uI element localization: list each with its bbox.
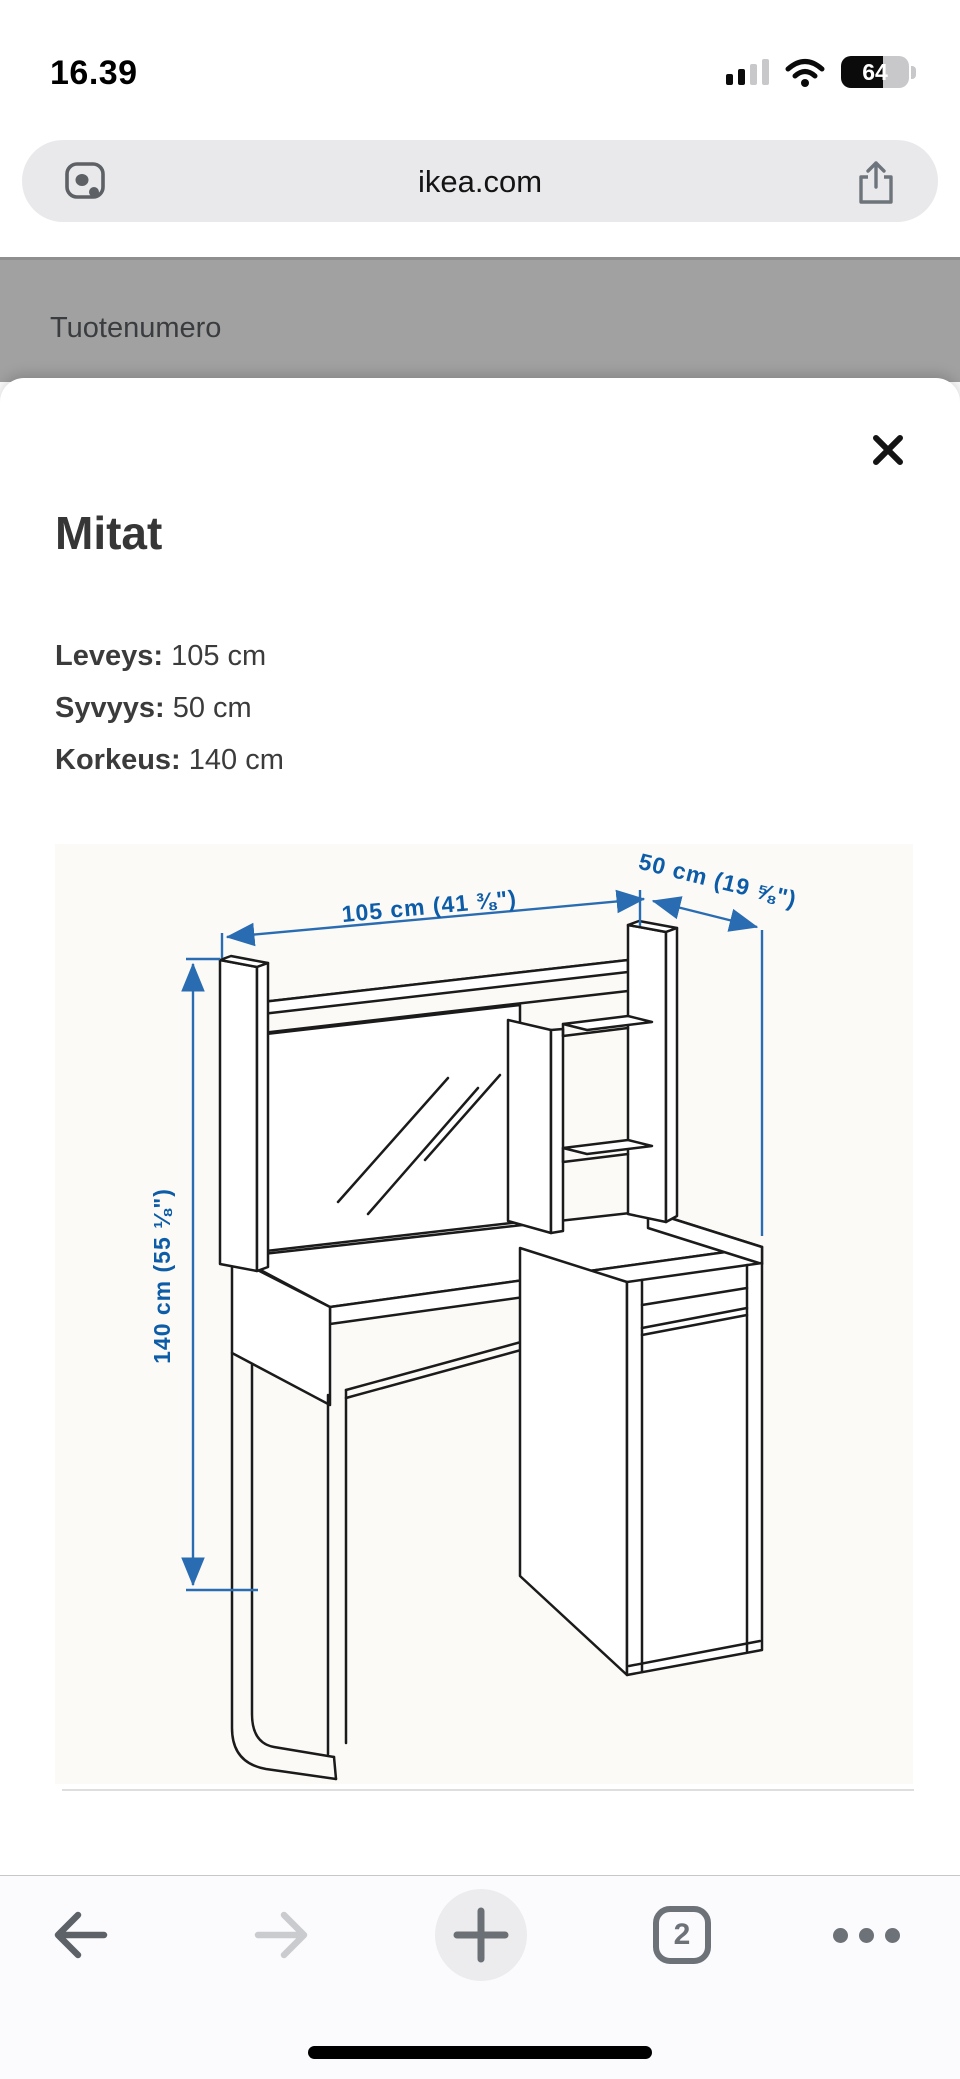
tabs-icon — [653, 1906, 711, 1964]
battery-icon — [841, 56, 916, 88]
cellular-signal-icon — [726, 59, 769, 85]
modal-title: Mitat — [55, 507, 163, 559]
battery-percent: 64 — [862, 58, 888, 85]
home-indicator[interactable] — [308, 2046, 652, 2059]
tabs-button[interactable] — [646, 1899, 718, 1971]
forward-arrow-icon — [252, 1909, 310, 1961]
more-button[interactable] — [830, 1899, 902, 1971]
ellipsis-icon — [833, 1928, 900, 1943]
back-button[interactable] — [45, 1899, 117, 1971]
close-icon — [871, 433, 905, 467]
section-label: Tuotenumero — [50, 312, 222, 344]
depth-dimension-label: 50 cm (19 ⅝") — [636, 848, 800, 913]
address-bar[interactable] — [22, 140, 938, 222]
dimension-row-height: Korkeus: 140 cm — [55, 744, 284, 776]
product-dimension-drawing — [0, 830, 960, 1805]
plus-icon — [453, 1907, 509, 1963]
new-tab-button[interactable] — [435, 1889, 527, 1981]
height-dimension-label: 140 cm (55 ⅛") — [149, 1188, 175, 1364]
forward-button[interactable] — [245, 1899, 317, 1971]
dimension-list — [55, 630, 284, 786]
share-icon[interactable] — [854, 159, 898, 207]
width-dimension-label: 105 cm (41 ⅜") — [340, 884, 518, 928]
content-divider — [62, 1789, 914, 1791]
dimmed-page-overlay[interactable] — [0, 257, 960, 382]
close-button[interactable] — [864, 426, 912, 474]
dimension-row-depth: Syvyys: 50 cm — [55, 692, 252, 724]
status-icons — [726, 52, 916, 92]
url-text[interactable]: ikea.com — [417, 164, 543, 199]
tab-count: 2 — [673, 1918, 691, 1951]
dimension-row-width: Leveys: 105 cm — [55, 640, 267, 672]
back-arrow-icon — [52, 1909, 110, 1961]
status-time: 16.39 — [50, 54, 138, 92]
wifi-icon — [785, 57, 825, 87]
